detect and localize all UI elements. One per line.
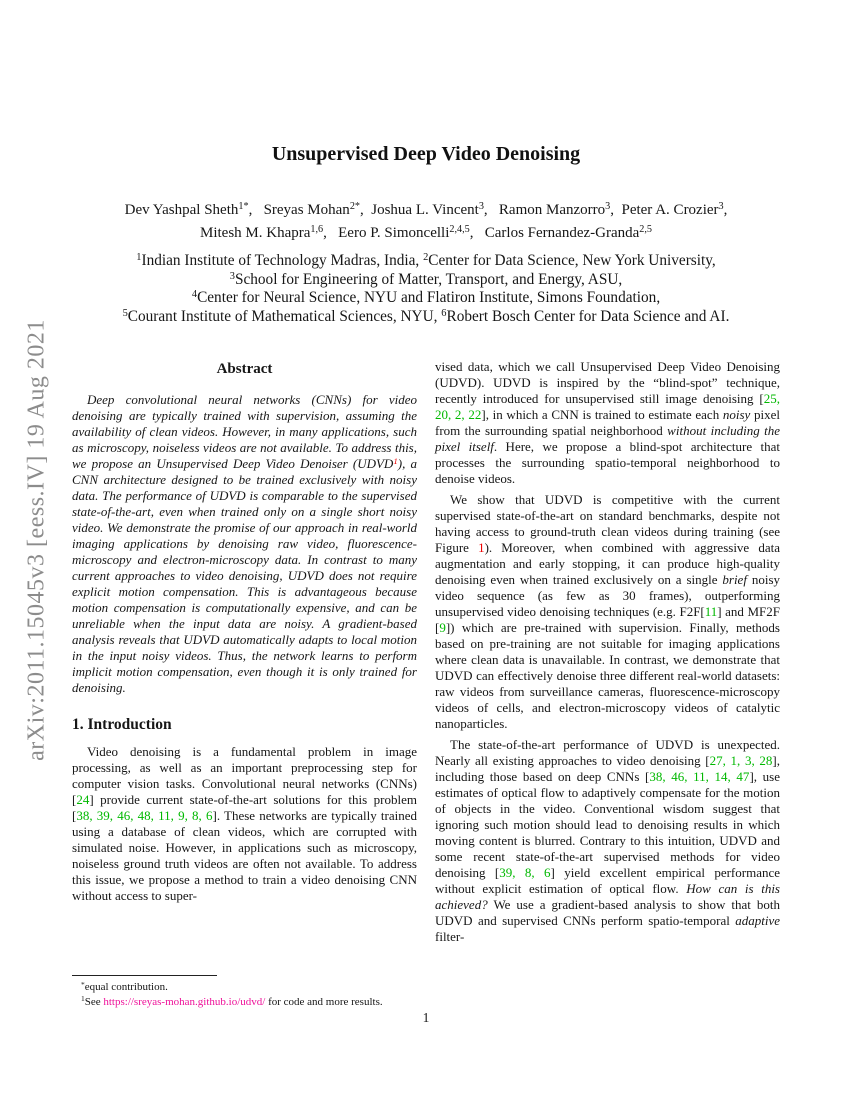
italic-text: brief xyxy=(722,572,747,587)
authors-line-1: Dev Yashpal Sheth$^{1*}$, Sreyas Mohan$^{2*}$, Joshua L. Vincent$^3$, Ramon Manzorro$^3$, Peter A. Crozier$^3$, xyxy=(124,201,728,218)
abstract-text: Deep convolutional neural networks (CNNs) for video denoising are typically trained with supervision, assuming the availability of clean videos. However, in many applications, such as microscopy, noiseless videos are not available. To address this, we propose an Unsupervised Deep Video Denoiser (UDVD$^1$), a CNN architecture designed to be trained exclusively with noisy data. The performance of UDVD is comparable to the supervised state-of-the-art, even when trained only on a single short noisy video. We demonstrate the promise of our approach in real-world imaging applications by denoising raw video, fluorescence-microscopy and electron-microscopy data. In contrast to many current approaches to video denoising, UDVD does not require explicit motion compensation. This is advantageous because motion compensation is computationally expensive, and can be unreliable when the input data are noisy. A gradient-based analysis reveals that UDVD automatically adapts to local motion in the input noisy videos. Thus, the network learns to perform implicit motion compensation, even though it is only trained for denoising. xyxy=(72,392,417,695)
body-paragraph-2: We show that UDVD is competitive with the current supervised state-of-the-art on standard benchmarks, despite not having access to ground-truth clean videos during training (see Figure 1). Moreover, when combined with aggressive data augmentation and early stopping, it can produce high-quality denoising even when trained exclusively on a single brief noisy video sequence (as few as 30 frames), outperforming unsupervised video denoising techniques (e.g. F2F[11] and MF2F [9]) which are pre-trained with supervision. Finally, methods based on pre-training are not suitable for imaging applications where clean data is unavailable. In contrast, we demonstrate that UDVD can effectively denoise three different real-world datasets: raw videos from surveillance cameras, fluorescence-microscopy videos of cells, and electron-microscopy videos of catalytic nanoparticles. xyxy=(435,492,780,731)
right-column xyxy=(435,359,780,1009)
footnotes-block xyxy=(72,975,417,1009)
footnote-equal-contribution: *equal contribution. xyxy=(81,979,168,993)
body-paragraph-1: vised data, which we call Unsupervised Deep Video Denoising (UDVD). UDVD is inspired by the “blind-spot” technique, recently introduced for unsupervised still image denoising [25, 20, 2, 22], in which a CNN is trained to estimate each noisy pixel from the surrounding spatial neighborhood without including the pixel itself. Here, we propose a blind-spot architecture that processes the surrounding spatio-temporal neighborhood to denoise videos. xyxy=(435,359,780,486)
superscript-marker: 3 xyxy=(229,270,235,282)
affiliations-block xyxy=(72,252,780,326)
superscript-marker: 1* xyxy=(238,201,249,213)
citation-link[interactable]: 9 xyxy=(439,620,446,635)
citation-link[interactable]: 27, 1, 3, 28 xyxy=(709,753,773,768)
paper-content xyxy=(72,0,780,1025)
arxiv-watermark: arXiv:2011.15045v3 [eess.IV] 19 Aug 2021 xyxy=(23,319,50,761)
superscript-marker: 4 xyxy=(191,289,198,301)
superscript-marker: 5 xyxy=(122,307,128,319)
superscript-marker: 3 xyxy=(478,201,484,213)
superscript-marker: 6 xyxy=(441,307,447,319)
section-1-heading: 1. Introduction xyxy=(72,716,172,733)
citation-link[interactable]: 39, 8, 6 xyxy=(499,865,551,880)
superscript-marker: 2,4,5 xyxy=(449,224,470,236)
footnote-ref-link[interactable]: 1 xyxy=(393,456,398,467)
italic-text: noisy xyxy=(722,407,751,422)
footnote-rule xyxy=(72,975,217,976)
left-column xyxy=(72,359,417,1009)
superscript-marker: * xyxy=(81,979,85,989)
citation-link[interactable]: 38, 46, 11, 14, 47 xyxy=(649,769,750,784)
superscript-marker: 3 xyxy=(718,201,724,213)
affiliation-line-2: $^3$School for Engineering of Matter, Transport, and Energy, ASU, xyxy=(229,270,623,288)
two-column-body xyxy=(72,359,780,1009)
superscript-marker: 1 xyxy=(136,252,142,264)
abstract-heading: Abstract xyxy=(216,361,273,377)
intro-paragraph-1: Video denoising is a fundamental problem in image processing, as well as an important preprocessing step for computer vision tasks. Convolutional neural networks (CNNs) [24] provide current state-of-the-art solutions for this problem [38, 39, 46, 48, 11, 9, 8, 6]. These networks are typically trained using a database of clean videos, which are corrupted with simulated noise. However, in applications such as microscopy, noiseless ground truth videos are often not available. To address this issue, we propose a method to train a video denoising CNN without access to super- xyxy=(72,744,417,903)
citation-link[interactable]: 25, 20, 2, 22 xyxy=(435,391,780,422)
superscript-marker: 2* xyxy=(349,201,360,213)
authors-block xyxy=(72,199,780,245)
superscript-marker: 3 xyxy=(605,201,611,213)
italic-text: How can is this achieved? xyxy=(435,881,780,912)
superscript-marker: 2,5 xyxy=(639,224,653,236)
affiliation-line-4: $^5$Courant Institute of Mathematical Sciences, NYU, $^6$Robert Bosch Center for Data Science and AI. xyxy=(122,307,730,325)
italic-text: without including the pixel itself xyxy=(435,423,780,454)
citation-link[interactable]: 38, 39, 46, 48, 11, 9, 8, 6 xyxy=(76,808,213,823)
superscript-marker: 1 xyxy=(81,994,85,1004)
superscript-marker: 2 xyxy=(423,252,429,264)
citation-link[interactable]: 11 xyxy=(704,604,718,619)
footnote-code-url: $^1$See https://sreyas-mohan.github.io/udvd/ for code and more results. xyxy=(81,994,383,1008)
superscript-marker: 1,6 xyxy=(310,224,324,236)
citation-link[interactable]: 24 xyxy=(76,792,90,807)
affiliation-line-3: $^4$Center for Neural Science, NYU and Flatiron Institute, Simons Foundation, xyxy=(191,289,661,306)
authors-line-2: Mitesh M. Khapra$^{1,6}$, Eero P. Simoncelli$^{2,4,5}$, Carlos Fernandez-Granda$^{2,5}$ xyxy=(199,224,653,241)
paper-title: Unsupervised Deep Video Denoising xyxy=(271,143,581,165)
page-number: 1 xyxy=(422,1010,430,1025)
italic-text: adaptive xyxy=(735,913,780,928)
body-paragraph-3: The state-of-the-art performance of UDVD is unexpected. Nearly all existing approaches to video denoising [27, 1, 3, 28], including those based on deep CNNs [38, 46, 11, 14, 47], use estimates of optical flow to adaptively compensate for the motion of objects in the video. Conventional wisdom suggest that ignoring such motion should lead to denoising results in which moving content is blurred. Contrary to this intuition, UDVD and some recent state-of-the-art supervised methods for video denoising [39, 8, 6] yield excellent empirical performance without explicit estimation of optical flow. How can is this achieved? We use a gradient-based analysis to show that both UDVD and supervised CNNs perform spatio-temporal adaptive filter- xyxy=(435,737,780,944)
affiliation-line-1: $^1$Indian Institute of Technology Madras, India, $^2$Center for Data Science, New York University, xyxy=(136,252,716,269)
url-link[interactable]: https://sreyas-mohan.github.io/udvd/ xyxy=(103,995,266,1008)
figure-ref-link[interactable]: 1 xyxy=(478,540,485,555)
